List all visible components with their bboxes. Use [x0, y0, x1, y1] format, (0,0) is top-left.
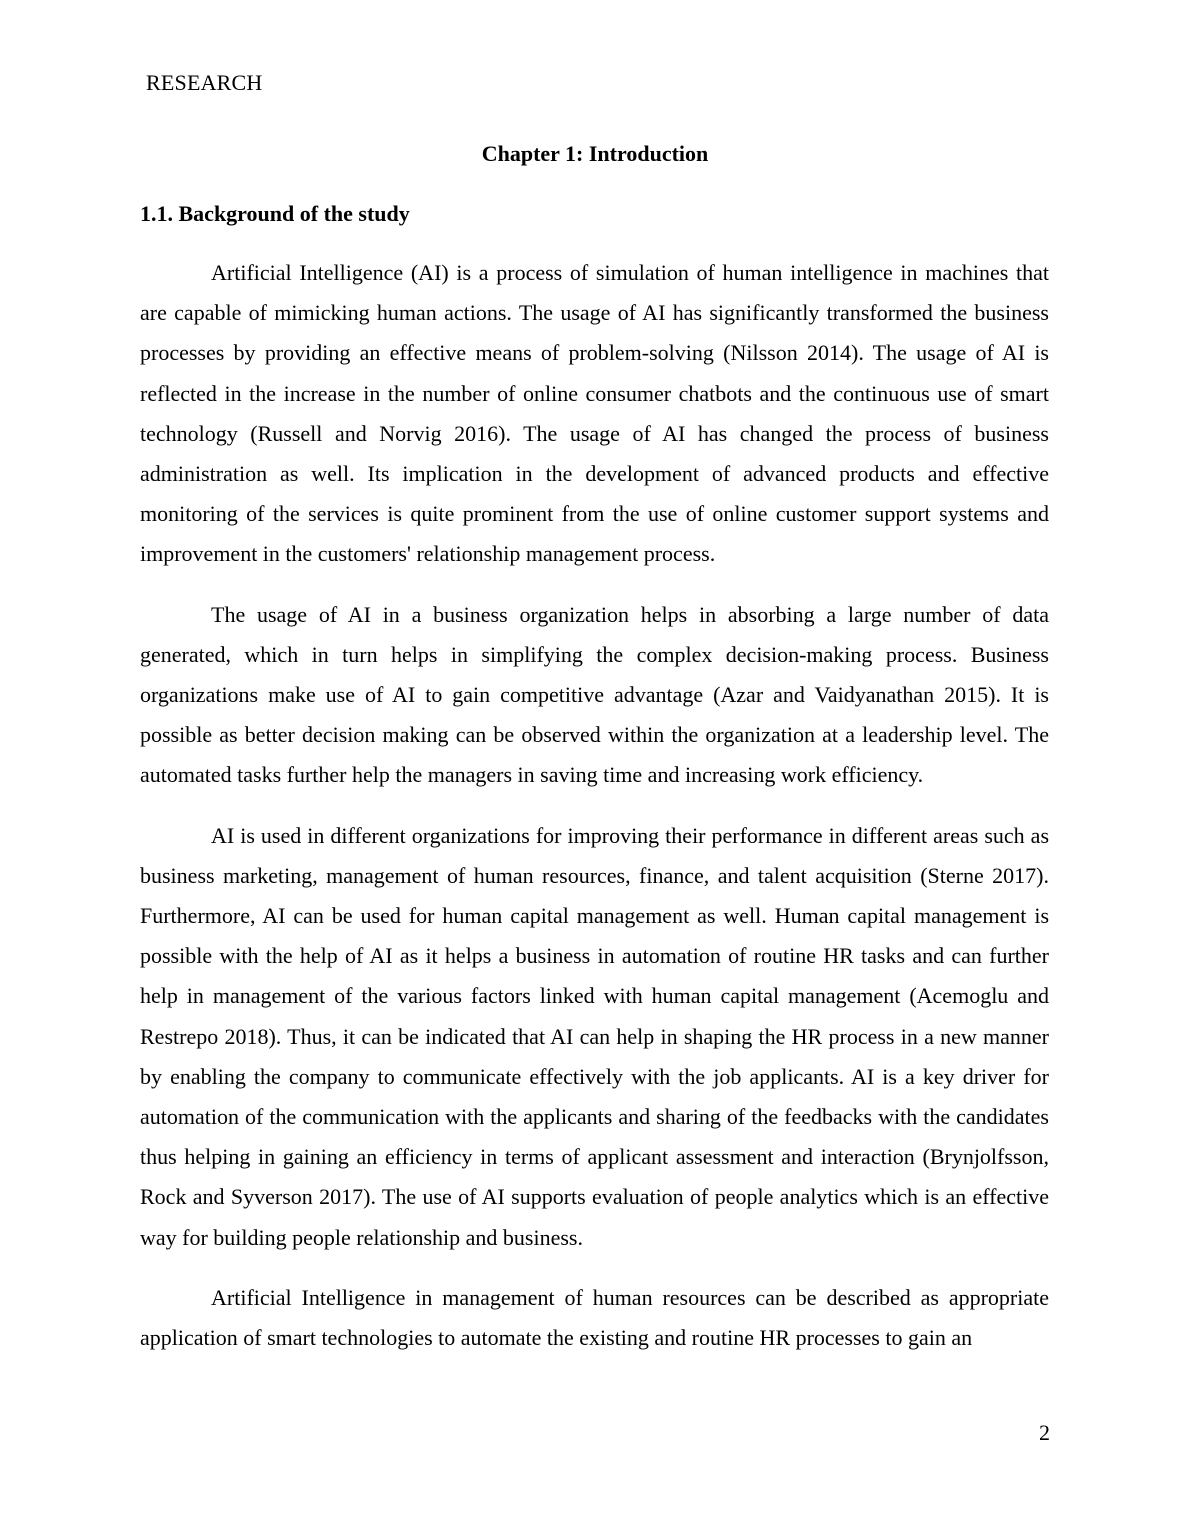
section-heading: 1.1. Background of the study	[140, 201, 410, 226]
paragraph: AI is used in different organizations for improving their performance in different areas such as business marketing, management of human resources, finance, and talent acquisition (Sterne 2017). Furthermore, AI can be used for human capital management as well. Human capital management is possible with the help of AI as it helps a business in automation of routine HR tasks and can further help in management of the various factors linked with human capital management (Acemoglu and Restrepo 2018). Thus, it can be indicated that AI can help in shaping the HR process in a new manner by enabling the company to communicate effectively with the job applicants. AI is a key driver for automation of the communication with the applicants and sharing of the feedbacks with the candidates thus helping in gaining an efficiency in terms of applicant assessment and interaction (Brynjolfsson, Rock and Syverson 2017). The use of AI supports evaluation of people analytics which is an effective way for building people relationship and business.	[140, 822, 1049, 1250]
paragraph: Artificial Intelligence (AI) is a process of simulation of human intelligence in machines that are capable of mimicking human actions. The usage of AI has significantly transformed the business processes by providing an effective means of problem-solving (Nilsson 2014). The usage of AI is reflected in the increase in the number of online consumer chatbots and the continuous use of smart technology (Russell and Norvig 2016). The usage of AI has changed the process of business administration as well. Its implication in the development of advanced products and effective monitoring of the services is quite prominent from the use of online customer support systems and improvement in the customers' relationship management process.	[140, 260, 1049, 567]
body-text	[140, 253, 1049, 1378]
paragraph: Artificial Intelligence in management of human resources can be described as appropriate application of smart technologies to automate the existing and routine HR processes to gain an	[140, 1284, 1049, 1351]
running-head: RESEARCH	[146, 70, 263, 95]
chapter-title: Chapter 1: Introduction	[481, 141, 709, 166]
paragraph: The usage of AI in a business organization helps in absorbing a large number of data generated, which in turn helps in simplifying the complex decision-making process. Business organizations make use of AI to gain competitive advantage (Azar and Vaidyanathan 2015). It is possible as better decision making can be observed within the organization at a leadership level. The automated tasks further help the managers in saving time and increasing work efficiency.	[140, 601, 1049, 788]
page-number: 2	[1039, 1420, 1050, 1445]
